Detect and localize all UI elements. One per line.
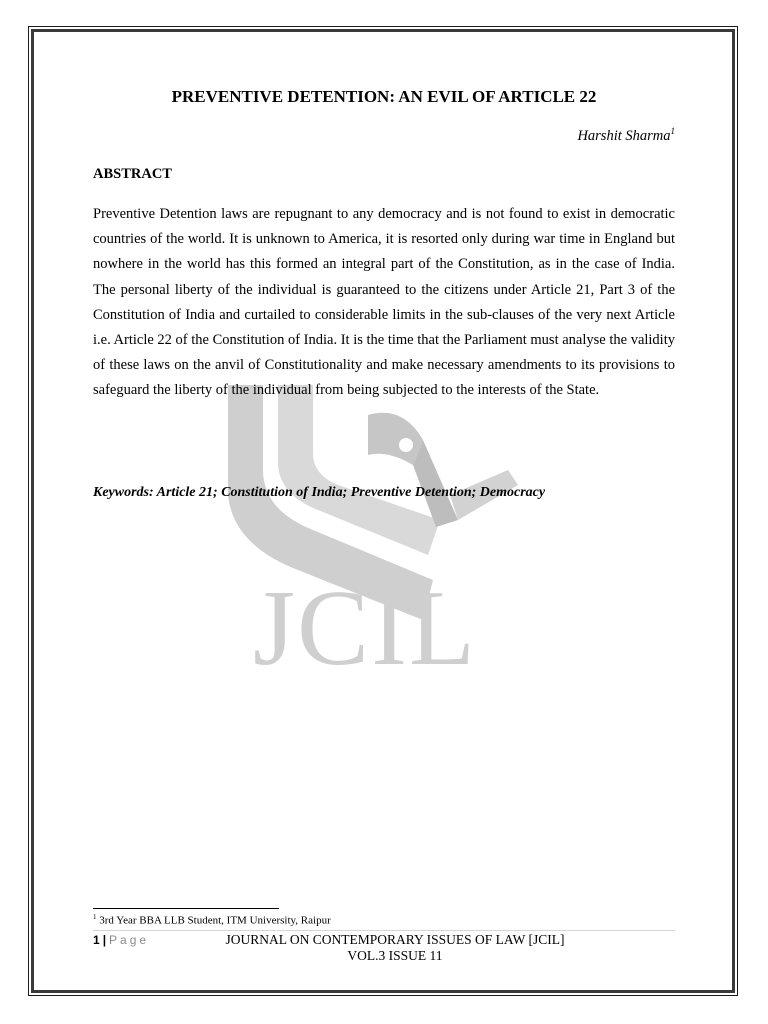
author-name: Harshit Sharma: [577, 127, 671, 144]
keywords: Keywords: Article 21; Constitution of India; Preventive Detention; Democracy: [93, 485, 546, 500]
page-word: Page: [109, 933, 150, 947]
footnote-divider: [93, 908, 279, 909]
footer-divider: [93, 930, 675, 931]
watermark-text: JCIL: [253, 569, 477, 688]
author-line: [577, 126, 675, 145]
footnote-marker: 1: [93, 913, 97, 921]
page-separator: |: [102, 933, 107, 947]
journal-volume: VOL.3 ISSUE 11: [347, 948, 443, 963]
author-footnote-marker[interactable]: 1: [670, 126, 675, 136]
page-number: [93, 933, 149, 947]
page-number-value: 1: [93, 933, 100, 947]
journal-footer: [200, 932, 590, 964]
footnote-text: 3rd Year BBA LLB Student, ITM University, Raipur: [99, 914, 331, 927]
page-title: PREVENTIVE DETENTION: AN EVIL OF ARTICLE 22: [171, 87, 597, 106]
abstract-heading: ABSTRACT: [93, 166, 172, 182]
abstract-body: Preventive Detention laws are repugnant to any democracy and is not found to exist in democratic countries of the world. It is unknown to America, it is resorted only during war time in England but nowhere in the world has this formed an integral part of the Constitution, as in the case of India. The personal liberty of the individual is guaranteed to the citizens under Article 21, Part 3 of the Constitution of India and curtailed to considerable limits in the sub-clauses of the very next Article i.e. Article 22 of the Constitution of India. It is the time that the Parliament must analyse the validity of these laws on the anvil of Constitutionality and make necessary amendments to its provisions to safeguard the liberty of the individual from being subjected to the interests of the State.: [93, 206, 675, 399]
footnote: [93, 913, 331, 927]
journal-name: JOURNAL ON CONTEMPORARY ISSUES OF LAW [JCIL]: [225, 932, 565, 947]
